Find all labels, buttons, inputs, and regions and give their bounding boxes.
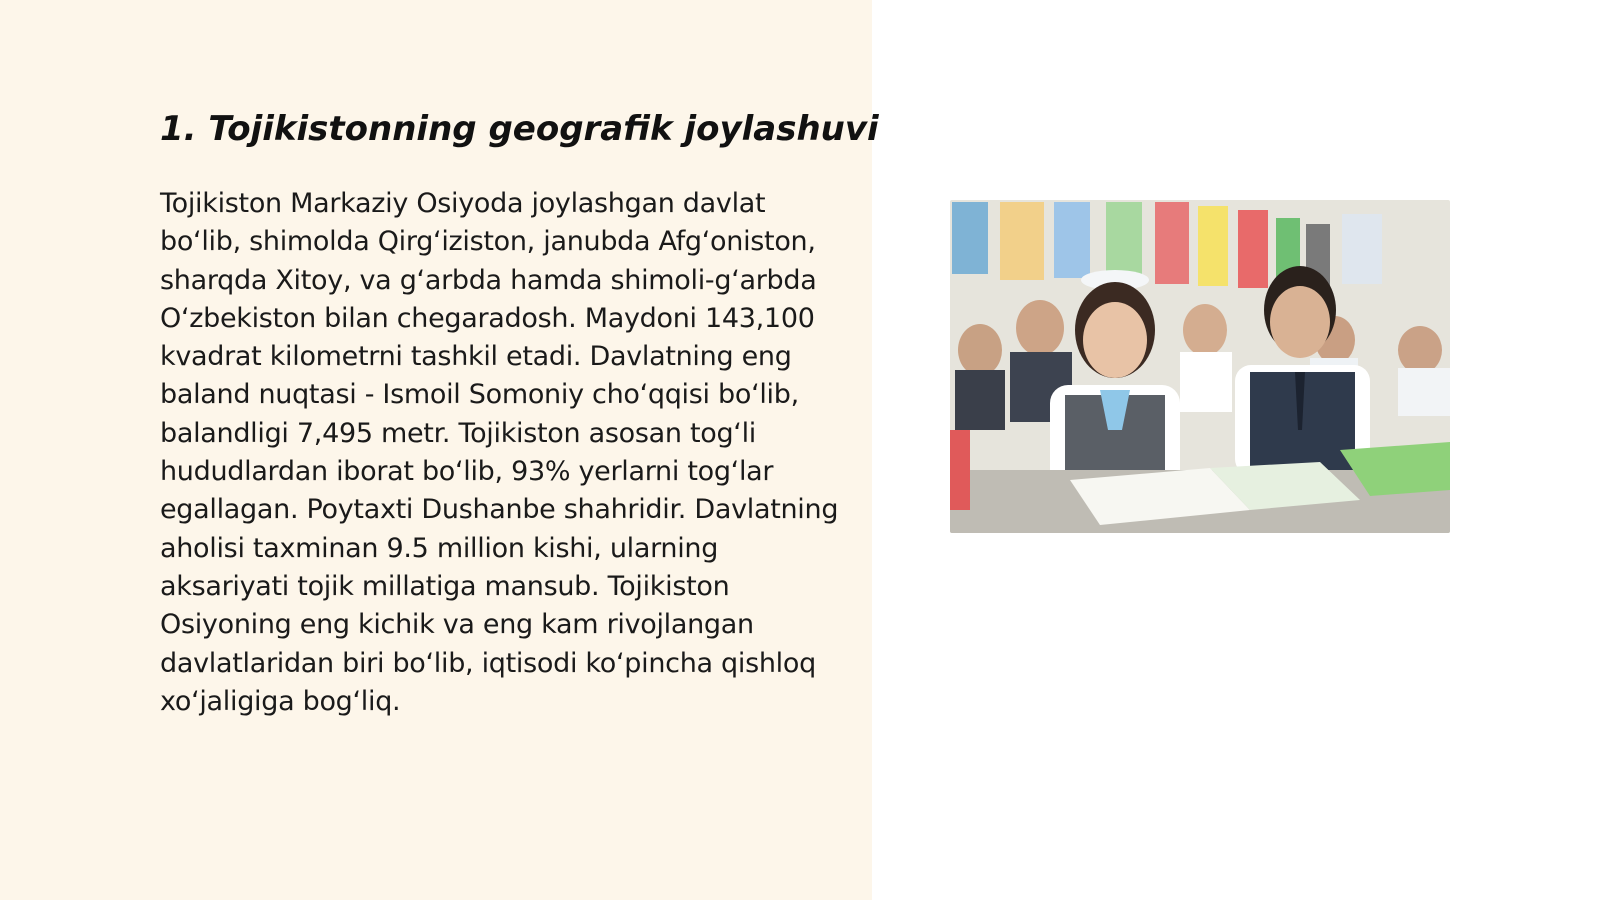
classroom-photo xyxy=(950,200,1450,533)
slide-title: 1. Tojikistonning geografik joylashuvi xyxy=(160,109,879,149)
slide-body-text: Tojikiston Markaziy Osiyoda joylashgan davlat bo‘lib, shimolda Qirg‘iziston, janubda Afg‘oniston, sharqda Xitoy, va g‘arbda hamda shimoli-g‘arbda O‘zbekiston bilan chegaradosh. Maydoni 143,100 kvadrat kilometrni tashkil etadi. Davlatning eng baland nuqtasi - Ismoil Somoniy cho‘qqisi bo‘lib, balandligi 7,495 metr. Tojikiston asosan tog‘li hududlardan iborat bo‘lib, 93% yerlarni tog‘lar egallagan. Poytaxti Dushanbe shahridir. Davlatning aholisi taxminan 9.5 million kishi, ularning aksariyati tojik millatiga mansub. Tojikiston Osiyoning eng kichik va eng kam rivojlangan davlatlaridan biri bo‘lib, iqtisodi ko‘pincha qishloq xo‘jaligiga bog‘liq. xyxy=(160,188,839,717)
